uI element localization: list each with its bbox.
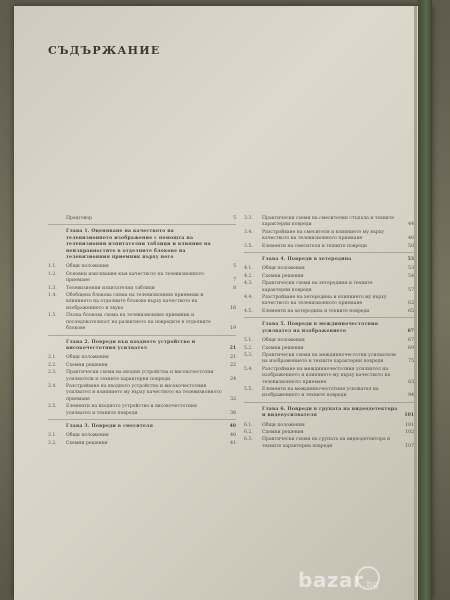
toc-entry-title: Разстройване на смесителя и влиянието му върху качеството на телевизионното приемане: [262, 229, 385, 242]
toc-entry-title: Глава 4. Повреди в хетеродина: [262, 257, 352, 263]
toc-entry-page: 101: [404, 413, 414, 419]
toc-entry-number: 1.4.: [48, 293, 57, 299]
toc-entry: [244, 281, 414, 294]
toc-entry-number: 2.4.: [48, 383, 57, 389]
toc-entry: [244, 230, 414, 243]
toc-entry-title: Общи положения: [66, 355, 109, 361]
toc-entry-title: Схемни решения: [262, 429, 304, 435]
page-heading: СЪДЪРЖАНИЕ: [48, 44, 161, 57]
toc-entry-title: Разстройване на хетеродина и влиянието му върху качеството на телевизионното приемане: [262, 295, 387, 307]
toc-chapter: [244, 322, 414, 335]
chapter-rule: [48, 419, 236, 420]
toc-entry-number: 2.5.: [48, 404, 57, 410]
toc-entry-title: Схемни решения: [66, 362, 108, 368]
toc-entry-title: Елементи на хетеродина и техните повреди: [262, 308, 370, 314]
toc-entry-page: 101: [405, 422, 414, 428]
toc-entry-number: 4.3.: [244, 281, 253, 287]
toc-entry: [48, 363, 236, 369]
toc-entry-page: 54: [408, 273, 414, 279]
toc-entry-title: Елементи на смесителя и техните повреди: [262, 243, 367, 249]
watermark-tld: .bg: [363, 580, 380, 590]
toc-entry-title: Общи положения: [262, 338, 305, 344]
toc-entry-page: 5: [233, 216, 236, 221]
toc-entry-number: 2.2.: [48, 362, 57, 368]
toc-entry: [244, 437, 414, 450]
toc-entry: [244, 346, 414, 352]
toc-entry: [244, 295, 414, 308]
toc-entry-number: 3.2.: [48, 440, 57, 446]
chapter-rule: [244, 402, 414, 403]
toc-entry-page: 57: [408, 287, 414, 293]
toc-entry-title: Глава 3. Повреди в смесителя: [66, 423, 154, 429]
toc-entry: [48, 216, 236, 222]
book-page: [14, 6, 432, 600]
toc-entry-page: 83: [408, 379, 414, 385]
toc-entry: [48, 404, 236, 417]
toc-entry-page: 53: [407, 257, 414, 263]
toc-entry-title: Разстройване на входното устройство и високочестотния усилвател и влиянието му върху качеството на телевизионното приемане: [66, 383, 222, 402]
toc-entry-title: Общи положения: [262, 422, 305, 428]
toc-entry: [48, 264, 236, 270]
toc-entry-number: 2.1.: [48, 355, 57, 361]
toc-entry: [48, 370, 236, 383]
toc-entry-page: 53: [408, 266, 414, 272]
watermark-brand: bazar: [298, 568, 364, 592]
toc-entry-page: 5: [233, 264, 236, 270]
toc-entry: [48, 384, 236, 403]
toc-entry-title: Общи положения: [66, 433, 109, 439]
toc-entry-number: 5.5.: [244, 386, 253, 392]
toc-entry-number: 4.4.: [244, 295, 253, 301]
toc-entry-title: Телевизионни изпитателни таблици: [66, 285, 155, 291]
toc-entry: [48, 293, 236, 312]
toc-entry-number: 4.2.: [244, 273, 253, 279]
toc-entry-page: 36: [230, 410, 236, 416]
toc-entry: [244, 338, 414, 344]
toc-entry-page: 22: [230, 362, 236, 368]
toc-entry-page: 44: [408, 222, 414, 228]
toc-entry: [244, 274, 414, 280]
toc-entry-page: 19: [230, 326, 236, 332]
toc-entry-page: 65: [408, 308, 414, 314]
toc-entry: [48, 441, 236, 447]
chapter-rule: [244, 317, 414, 318]
toc-entry-title: Практически схеми на групата на видеодетектора и техните характерни повреди: [262, 437, 391, 449]
toc-entry-number: 1.3.: [48, 285, 57, 291]
toc-entry: [244, 423, 414, 429]
toc-entry-page: 75: [408, 359, 414, 365]
toc-entry-page: 67: [408, 338, 414, 344]
toc-entry-page: 32: [230, 396, 236, 402]
toc-entry: [244, 430, 414, 436]
toc-entry-page: 21: [230, 355, 236, 361]
toc-entry-number: 4.1.: [244, 266, 253, 272]
toc-entry-number: 3.1.: [48, 433, 57, 439]
toc-entry-page: 8: [233, 285, 236, 291]
toc-entry: [244, 387, 414, 400]
toc-entry-title: Разстройване на междинночестотния усилвател на изображението и влиянието му върху качеството на телевизионното приемане: [262, 366, 391, 385]
toc-entry-page: 62: [408, 301, 414, 307]
toc-entry-number: 2.3.: [48, 370, 57, 376]
toc-entry-number: 4.5.: [244, 308, 253, 314]
toc-entry: [244, 309, 414, 315]
toc-entry-page: 7: [233, 278, 236, 284]
toc-entry-title: Глава 2. Повреди във входното устройство и високочестотния усилвател: [66, 339, 196, 351]
toc-right-column: [244, 216, 414, 451]
toc-entry-number: 6.2.: [244, 429, 253, 435]
toc-entry: [244, 367, 414, 386]
toc-entry-title: Практически схеми на междинночестотни усилватели на изображението и техните характерни повреди: [262, 352, 396, 365]
toc-entry-title: Практически схеми на хетеродини и техните характерни повреди: [262, 281, 373, 293]
toc-entry-title: Практически схеми на входни устройства и високочестотни усилватели и техните характерни повреди: [66, 370, 214, 382]
toc-entry: [48, 272, 236, 285]
toc-entry: [48, 433, 236, 439]
toc-entry: [48, 313, 236, 332]
toc-entry-page: 16: [230, 305, 236, 311]
toc-entry-number: 6.1.: [244, 422, 253, 428]
toc-entry-number: 5.3.: [244, 352, 253, 358]
toc-chapter: [244, 407, 414, 420]
toc-entry-page: 40: [229, 423, 236, 429]
toc-chapter: [48, 424, 236, 430]
toc-entry-number: 1.5.: [48, 313, 57, 319]
toc-entry-title: Схемни решения: [262, 273, 304, 279]
toc-entry-title: Предговор: [66, 216, 92, 221]
watermark: [298, 568, 379, 592]
toc-entry-title: Обобщена блокова схема на телевизионния приемник и влиянието на отделните блокове върху качеството на изображението и звука: [66, 293, 204, 311]
toc-entry: [244, 353, 414, 366]
toc-entry: [48, 355, 236, 361]
toc-entry-page: 102: [405, 429, 414, 435]
toc-entry-title: Глава 5. Повреди в междинночестотния усилвател на изображението: [262, 322, 379, 334]
toc-entry-page: 41: [230, 440, 236, 446]
toc-entry-title: Пълна блокова схема на телевизионния приемник и последователност на развитието на повредите в отделните блокове: [66, 313, 211, 332]
toc-entry-title: Схемни решения: [262, 345, 304, 351]
toc-entry-page: 24: [230, 376, 236, 382]
toc-entry-title: Елементи на входното устройство и високочестотния усилвател и техните повреди: [66, 404, 197, 416]
toc-entry: [244, 244, 414, 250]
toc-left-column: [48, 216, 236, 448]
toc-chapter: [48, 229, 236, 261]
toc-entry-title: Практически схеми на смесителни стъпала и техните характерни повреди: [262, 216, 395, 228]
toc-entry: [244, 266, 414, 272]
toc-entry-page: 40: [230, 433, 236, 439]
toc-entry: [48, 286, 236, 292]
chapter-rule: [244, 252, 414, 253]
toc-entry-number: 1.2.: [48, 271, 57, 277]
toc-entry-page: 94: [408, 393, 414, 399]
book-cover-edge: [418, 0, 432, 600]
toc-entry-number: 5.2.: [244, 345, 253, 351]
toc-entry-title: Схемни решения: [66, 440, 108, 446]
toc-entry-number: 6.3.: [244, 437, 253, 443]
toc-entry-title: Основни изисквания към качеството на телевизионното приемане: [66, 271, 204, 284]
page-edge: [414, 6, 417, 600]
toc-entry-number: 3.3.: [244, 216, 253, 221]
toc-entry-number: 3.5.: [244, 243, 253, 249]
chapter-rule: [48, 224, 236, 225]
toc-entry-page: 48: [408, 236, 414, 242]
toc-entry-number: 5.4.: [244, 366, 253, 372]
toc-entry-number: 5.1.: [244, 338, 253, 344]
toc-entry-title: Елементи на междинночестотния усилвател на изображението и техните повреди: [262, 386, 379, 399]
toc-entry-title: Глава 1. Оценяване на качеството на телевизионното изображение с помощта на телевизионни изпитателни таблици и влияние на неизправностите в отделните блокове на телевизионния приемник върху него: [66, 229, 211, 261]
toc-entry-title: Общи положения: [262, 266, 305, 272]
toc-entry-number: 1.1.: [48, 264, 57, 270]
toc-chapter: [48, 340, 236, 353]
toc-entry-page: 21: [229, 345, 236, 351]
toc-chapter: [244, 257, 414, 263]
toc-entry: [244, 216, 414, 229]
toc-entry-page: 67: [407, 328, 414, 334]
chapter-rule: [48, 335, 236, 336]
toc-entry-page: 107: [405, 443, 414, 449]
toc-entry-page: 50: [408, 243, 414, 249]
toc-entry-title: Общи положения: [66, 264, 109, 270]
toc-entry-number: 3.4.: [244, 229, 253, 235]
toc-entry-title: Глава 6. Повреди в групата на видеодетектора и видеоусилвателя: [262, 406, 398, 419]
toc-entry-page: 69: [408, 345, 414, 351]
